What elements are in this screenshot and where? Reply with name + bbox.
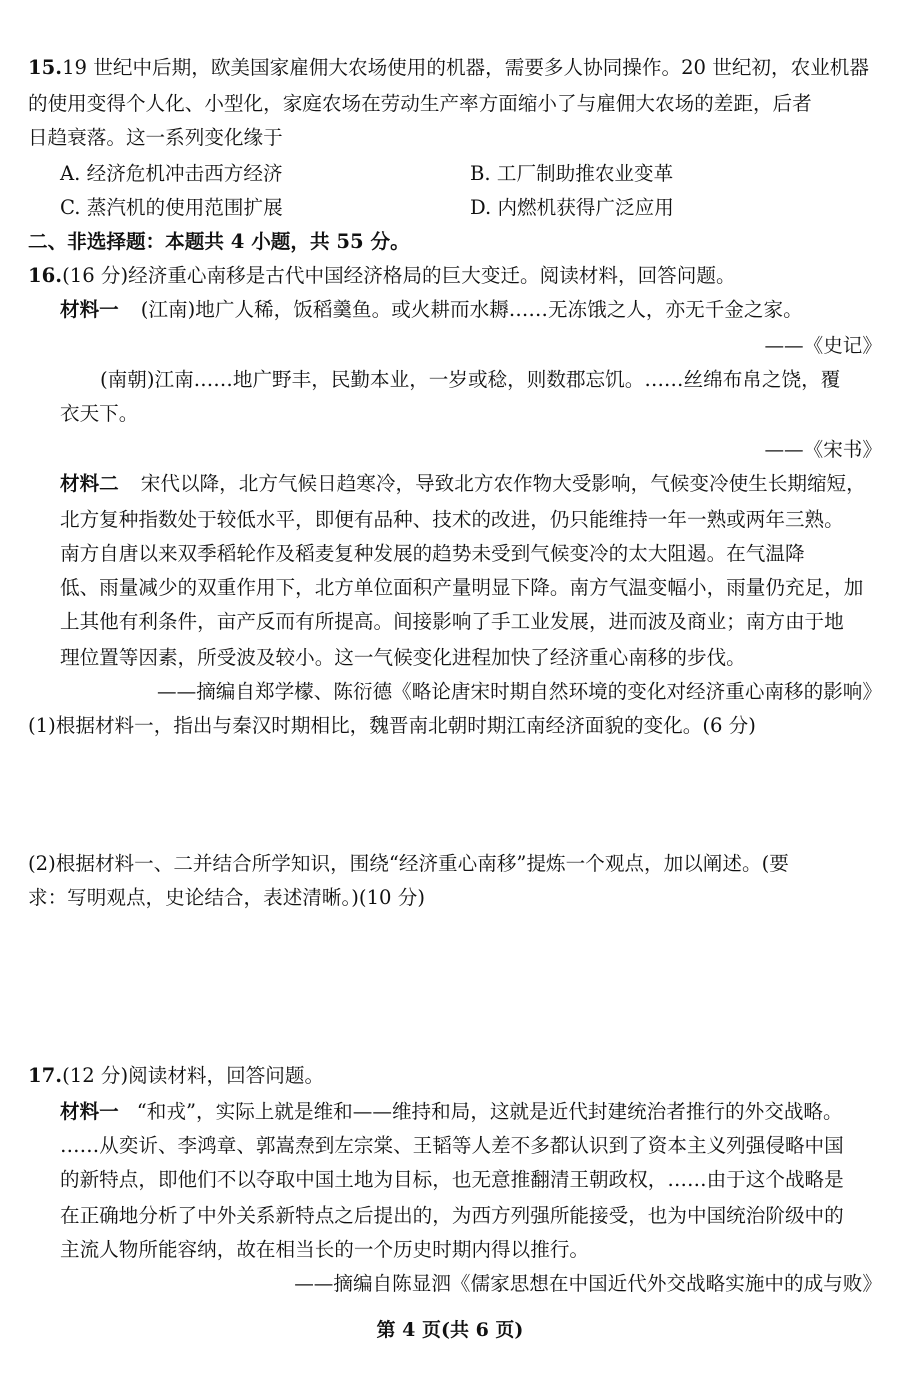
q16-material2-text-line-4: 低、雨量减少的双重作用下，北方单位面积产量明显下降。南方气温变幅小，雨量仍充足，加 [60,576,864,599]
q15-option-a: A. 经济危机冲击西方经济 [60,162,283,185]
q16-material2-text-line-5: 上其他有利条件，亩产反而有所提高。间接影响了手工业发展，进而波及商业；南方由于地 [60,610,844,633]
q17-material1-text-line-3: 的新特点，即他们不以夺取中国土地为目标，也无意推翻清王朝政权，……由于这个战略是 [60,1168,844,1191]
q16-source-zheng-chen: ——摘编自郑学檬、陈衍德《略论唐宋时期自然环境的变化对经济重心南移的影响》 [157,680,882,703]
q17-number: 17. [28,1064,63,1087]
q16-material1-line [60,298,803,322]
q16-material2-line-1 [60,472,866,496]
q16-intro-line [28,264,736,288]
q16-material2-text-line-6: 理位置等因素，所受波及较小。这一气候变化进程加快了经济重心南移的步伐。 [60,646,746,669]
q16-material1-text1: (江南)地广人稀，饭稻羹鱼。或火耕而水耨……无冻饿之人，亦无千金之家。 [140,298,803,321]
q16-subquestion-1: (1)根据材料一，指出与秦汉时期相比，魏晋南北朝时期江南经济面貌的变化。(6 分) [28,714,756,737]
q15-option-d: D. 内燃机获得广泛应用 [470,196,674,219]
q16-material1-label: 材料一 [60,298,119,321]
q17-material1-text-line-5: 主流人物所能容纳，故在相当长的一个历史时期内得以推行。 [60,1238,590,1261]
q16-material1-text2-line-1: (南朝)江南……地广野丰，民勤本业，一岁或稔，则数郡忘饥。……丝绵布帛之饶，覆 [100,368,841,391]
q16-material2-text-line-2: 北方复种指数处于较低水平，即便有品种、技术的改进，仍只能维持一年一熟或两年三熟。 [60,508,844,531]
q15-number: 15. [28,56,63,79]
q16-material2-text-line-1: 宋代以降，北方气候日趋寒冷，导致北方农作物大受影响，气候变冷使生长期缩短， [140,472,866,495]
section-2-heading: 二、非选择题：本题共 4 小题，共 55 分。 [28,230,410,253]
q16-number: 16. [28,264,63,287]
q17-material1-line-1 [60,1100,843,1124]
q16-material1-text2-line-2: 衣天下。 [60,402,139,425]
q17-intro-line [28,1064,324,1088]
q16-subquestion-2-line-2: 求：写明观点，史论结合，表述清晰。)(10 分) [28,886,425,909]
q17-intro: (12 分)阅读材料，回答问题。 [62,1064,325,1087]
q16-material2-label: 材料二 [60,472,119,495]
q17-source-chen: ——摘编自陈显泗《儒家思想在中国近代外交战略实施中的成与败》 [294,1272,882,1295]
page-footer: 第 4 页(共 6 页) [376,1319,524,1341]
q15-line-1 [28,56,869,80]
q15-stem-line-2: 的使用变得个人化、小型化，家庭农场在劳动生产率方面缩小了与雇佣大农场的差距，后者 [28,92,812,115]
q17-material1-text-line-1: “和戎”，实际上就是维和——维持和局，这就是近代封建统治者推行的外交战略。 [136,1100,843,1123]
q16-subquestion-2-line-1: (2)根据材料一、二并结合所学知识，围绕“经济重心南移”提炼一个观点，加以阐述。(要 [28,852,789,875]
q16-source-songshu: ——《宋书》 [764,438,882,461]
q16-material2-text-line-3: 南方自唐以来双季稻轮作及稻麦复种发展的趋势未受到气候变冷的太大阻遏。在气温降 [60,542,805,565]
q17-material1-text-line-4: 在正确地分析了中外关系新特点之后提出的，为西方列强所能接受，也为中国统治阶级中的 [60,1204,844,1227]
q17-material1-text-line-2: ……从奕䜣、李鸿章、郭嵩焘到左宗棠、王韬等人差不多都认识到了资本主义列强侵略中国 [60,1134,844,1157]
q16-source-shiji: ——《史记》 [764,334,882,357]
q17-material1-label: 材料一 [60,1100,119,1123]
q15-option-c: C. 蒸汽机的使用范围扩展 [60,196,283,219]
q15-stem-line-3: 日趋衰落。这一系列变化缘于 [28,126,283,149]
q16-intro: (16 分)经济重心南移是古代中国经济格局的巨大变迁。阅读材料，回答问题。 [62,264,736,287]
q15-option-b: B. 工厂制助推农业变革 [470,162,674,185]
q15-stem-line-1: 19 世纪中后期，欧美国家雇佣大农场使用的机器，需要多人协同操作。20 世纪初，农业机器 [62,56,869,79]
